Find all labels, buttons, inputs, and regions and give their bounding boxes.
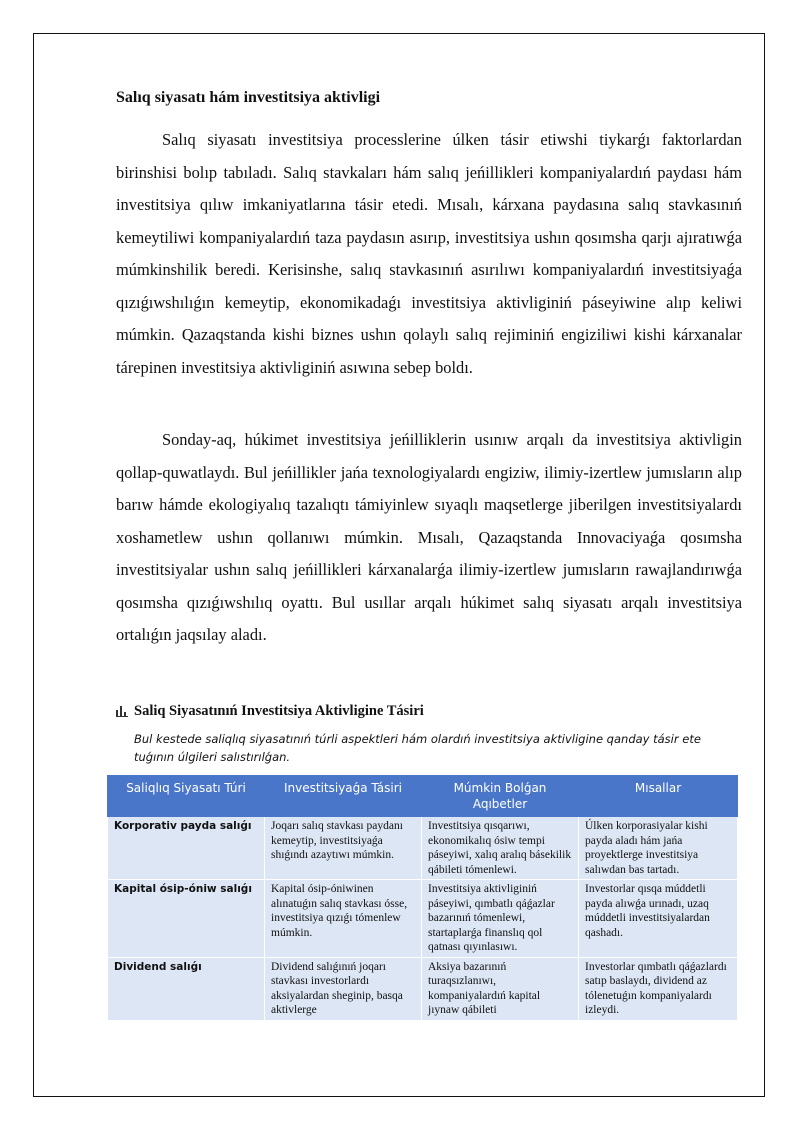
table-title-text: Saliq Siyasatınıń Investitsiya Aktivligine Tásiri	[134, 703, 424, 719]
table-cell: Investorlar qısqa múddetli payda alıwǵa urınadı, uzaq múddetli investitsiyalardan qashadı.	[579, 880, 738, 958]
bar-chart-icon	[116, 706, 128, 717]
table-cell: Dividend salıǵı	[108, 957, 265, 1020]
table-caption: Bul kestede saliqlıq siyasatınıń túrli aspektleri hám olardıń investitsiya aktivligine qanday tásir ete tuǵının úlgileri salıstırılǵan.	[134, 732, 701, 764]
table-cell: Korporativ payda salıǵı	[108, 817, 265, 880]
tax-policy-table	[107, 775, 738, 1021]
table-row	[108, 880, 738, 958]
table-header-row	[108, 776, 738, 817]
column-header: Mısallar	[579, 776, 738, 817]
table-row	[108, 957, 738, 1020]
table-cell: Kapital ósip-óniw salıǵı	[108, 880, 265, 958]
table-cell: Investitsiya aktivliginiń páseyiwi, qımbatlı qáǵazlar bazarınıń tómenlewi, startaplarǵa finanslıq qol qatnası qıyınlasıwı.	[422, 880, 579, 958]
table-cell: Úlken korporasiyalar kishi payda aladı hám jańa proyektlerge investitsiya salıwdan bas tartadı.	[579, 817, 738, 880]
table-cell: Investorlar qımbatlı qáǵazlardı satıp baslaydı, dividend az tólenetuǵın kompaniyalardı izleydi.	[579, 957, 738, 1020]
column-header: Saliqlıq Siyasatı Túri	[108, 776, 265, 817]
column-header: Múmkin Bolǵan Aqıbetler	[422, 776, 579, 817]
table-cell: Joqarı salıq stavkası paydanı kemeytip, investitsiyaǵa shıǵındı azaytıwı múmkin.	[265, 817, 422, 880]
paragraph-1: Salıq siyasatı investitsiya processlerine úlken tásir etiwshi tiykarǵı faktorlardan birinshisi bolıp tabıladı. Salıq stavkaları hám salıq jeńillikleri kompaniyalardıń paydası hám investitsiya qılıw imkaniyatlarına tásir etedi. Mısalı, kárxana paydasına salıq stavkasınıń kemeytiliwi kompaniyalardıń taza paydasın asırıp, investitsiya ushın qosımsha qarjı ajıratıwǵa múmkinshilik beredi. Kerisinshe, salıq stavkasınıń asırılıwı kompaniyalardıń investitsiyaǵa qızıǵıwshılıǵın kemeytip, ekonomikadaǵı investitsiya aktivliginiń páseyiwine alıp keliwi múmkin. Qazaqstanda kishi biznes ushın qolaylı salıq rejiminiń engiziliwi kishi kárxanalar tárepinen investitsiya aktivliginiń asıwına sebep boldı.	[116, 130, 742, 377]
table-cell: Dividend salıǵınıń joqarı stavkası investorlardı aksiyalardan sheginip, basqa aktivlerge	[265, 957, 422, 1020]
table-cell: Kapital ósip-óniwinen alınatuǵın salıq stavkası ósse, investitsiya qızıǵı tómenlew múmkin.	[265, 880, 422, 958]
table-cell: Aksiya bazarınıń turaqsızlanıwı, kompaniyalardıń kapital jıynaw qábileti	[422, 957, 579, 1020]
table-title	[116, 703, 424, 720]
table-row	[108, 817, 738, 880]
column-header: Investitsiyaǵa Tásiri	[265, 776, 422, 817]
section-heading: Salıq siyasatı hám investitsiya aktivligi	[116, 89, 381, 106]
table-cell: Investitsiya qısqarıwı, ekonomikalıq ósiw tempi páseyiwi, xalıq aralıq básekilik qábileti tómenlewi.	[422, 817, 579, 880]
paragraph-2: Sonday-aq, húkimet investitsiya jeńilliklerin usınıw arqalı da investitsiya aktivligin qollap-quwatlaydı. Bul jeńillikler jańa texnologiyalardı engiziw, ilimiy-izertlew jumısların alıp barıw hámde ekologiyalıq tazalıqtı támiyinlew sıyaqlı maqsetlerge jiberilgen investitsiyalardı xoshametlew ushın qollanıwı múmkin. Mısalı, Qazaqstanda Innovaciyaǵa qosımsha investitsiyalar ushın salıq jeńillikleri kárxanalarǵa ilimiy-izertlew jumısların rawajlandırıwǵa qosımsha qızıǵıwshılıq oyattı. Bul usıllar arqalı húkimet salıq siyasatı arqalı investitsiya ortalıǵın jaqsılay aladı.	[116, 430, 742, 644]
